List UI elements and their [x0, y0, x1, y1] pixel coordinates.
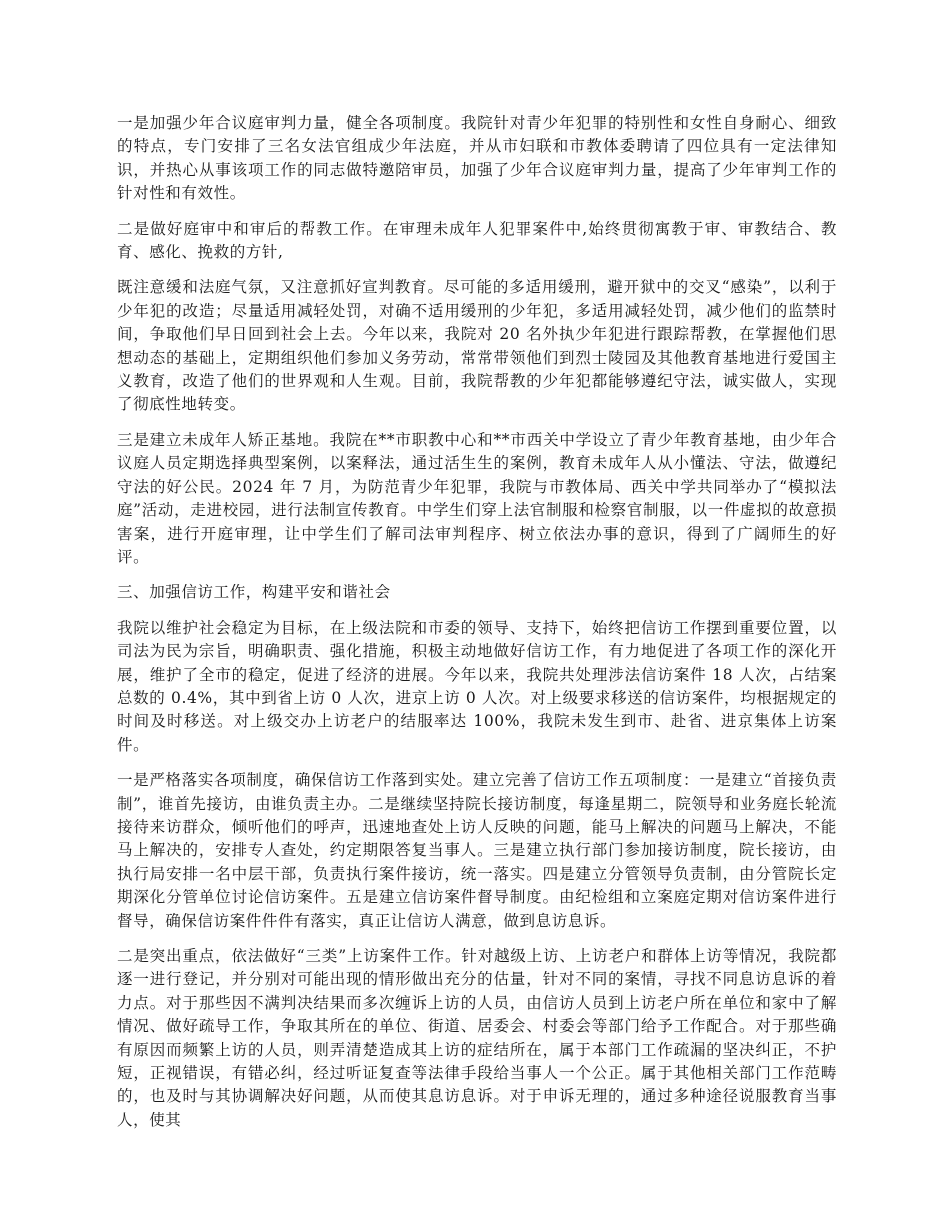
document-page	[117, 112, 837, 1144]
paragraph-petition-overview: 我院以维护社会稳定为目标，在上级法院和市委的领导、支持下，始终把信访工作摆到重要位置，以司法为民为宗旨，明确职责、强化措施，积极主动地做好信访工作，有力地促进了各项工作的深化开展，维护了全市的稳定，促进了经济的进展。今年以来，我院共处理涉法信访案件 18 人次，占结案总数的 0.4%，其中到省上访 0 人次，进京上访 0 人次。对上级要求移送的信访案件，均根据规定的时间及时移送。对上级交办上访老户的结服率达 100%，我院未发生到市、赴省、进京集体上访案件。	[117, 618, 837, 754]
paragraph-juvenile-collegiate-bench: 一是加强少年合议庭审判力量，健全各项制度。我院针对青少年犯罪的特别性和女性自身耐心、细致的特点，专门安排了三名女法官组成少年法庭，并从市妇联和市教体委聘请了四位具有一定法律知识，并热心从事该项工作的同志做特邀陪审员，加强了少年合议庭审判力量，提高了少年审判工作的针对性和有效性。	[117, 114, 837, 203]
paragraph-correction-base: 三是建立未成年人矫正基地。我院在**市职教中心和**市西关中学设立了青少年教育基地，由少年合议庭人员定期选择典型案例，以案释法，通过活生生的案例，教育未成年人从小懂法、守法，做遵纪守法的好公民。2024 年 7 月，为防范青少年犯罪，我院与市教体局、西关中学共同举办了“模拟法庭”活动，走进校园，进行法制宣传教育。中学生们穿上法官制服和检察官制服，以一件虚拟的故意损害案，进行开庭审理，让中学生们了解司法审判程序、树立依法办事的意识，得到了广阔师生的好评。	[117, 430, 837, 566]
paragraph-probation-followup: 既注意缓和法庭气氛，又注意抓好宣判教育。尽可能的多适用缓刑，避开狱中的交叉“感染”，以利于少年犯的改造；尽量适用减轻处罚，对确不适用缓刑的少年犯，多适用减轻处罚，减少他们的监禁时间，争取他们早日回到社会上去。今年以来，我院对 20 名外执少年犯进行跟踪帮教，在掌握他们思想动态的基础上，定期组织他们参加义务劳动，常常带领他们到烈士陵园及其他教育基地进行爱国主义教育，改造了他们的世界观和人生观。目前，我院帮教的少年犯都能够遵纪守法，诚实做人，实现了彻底性地转变。	[117, 278, 837, 414]
paragraph-three-types-petitions: 二是突出重点，依法做好“三类”上访案件工作。针对越级上访、上访老户和群体上访等情况，我院都逐一进行登记，并分别对可能出现的情形做出充分的估量，针对不同的案情，寻找不同息访息诉的着力点。对于那些因不满判决结果而多次缠诉上访的人员，由信访人员到上访老户所在单位和家中了解情况、做好疏导工作，争取其所在的单位、街道、居委会、村委会等部门给予工作配合。对于那些确有原因而频繁上访的人员，则弄清楚造成其上访的症结所在，属于本部门工作疏漏的坚决纠正，不护短，正视错误，有错必纠，经过听证复查等法律手段给当事人一个公正。属于其他相关部门工作范畴的，也及时与其协调解决好问题，从而使其息访息诉。对于申诉无理的，通过多种途径说服教育当事人，使其	[117, 947, 837, 1129]
paragraph-trial-assistance: 二是做好庭审中和审后的帮教工作。在审理未成年人犯罪案件中,始终贯彻寓教于审、审教结合、教育、感化、挽救的方针,	[117, 219, 837, 262]
section-heading-petition-work: 三、加强信访工作，构建平安和谐社会	[117, 583, 391, 602]
paragraph-petition-systems: 一是严格落实各项制度，确保信访工作落到实处。建立完善了信访工作五项制度：一是建立“首接负责制”，谁首先接访，由谁负责主办。二是继续坚持院长接访制度，每逢星期二，院领导和业务庭长轮流接待来访群众，倾听他们的呼声，迅速地查处上访人反映的问题，能马上解决的问题马上解决，不能马上解决的，安排专人查处，约定期限答复当事人。三是建立执行部门参加接访制度，院长接访，由执行局安排一名中层干部，负责执行案件接访，统一落实。四是建立分管领导负责制，由分管院长定期深化分管单位讨论信访案件。五是建立信访案件督导制度。由纪检组和立案庭定期对信访案件进行督导，确保信访案件件件有落实，真正让信访人满意，做到息访息诉。	[117, 771, 837, 930]
